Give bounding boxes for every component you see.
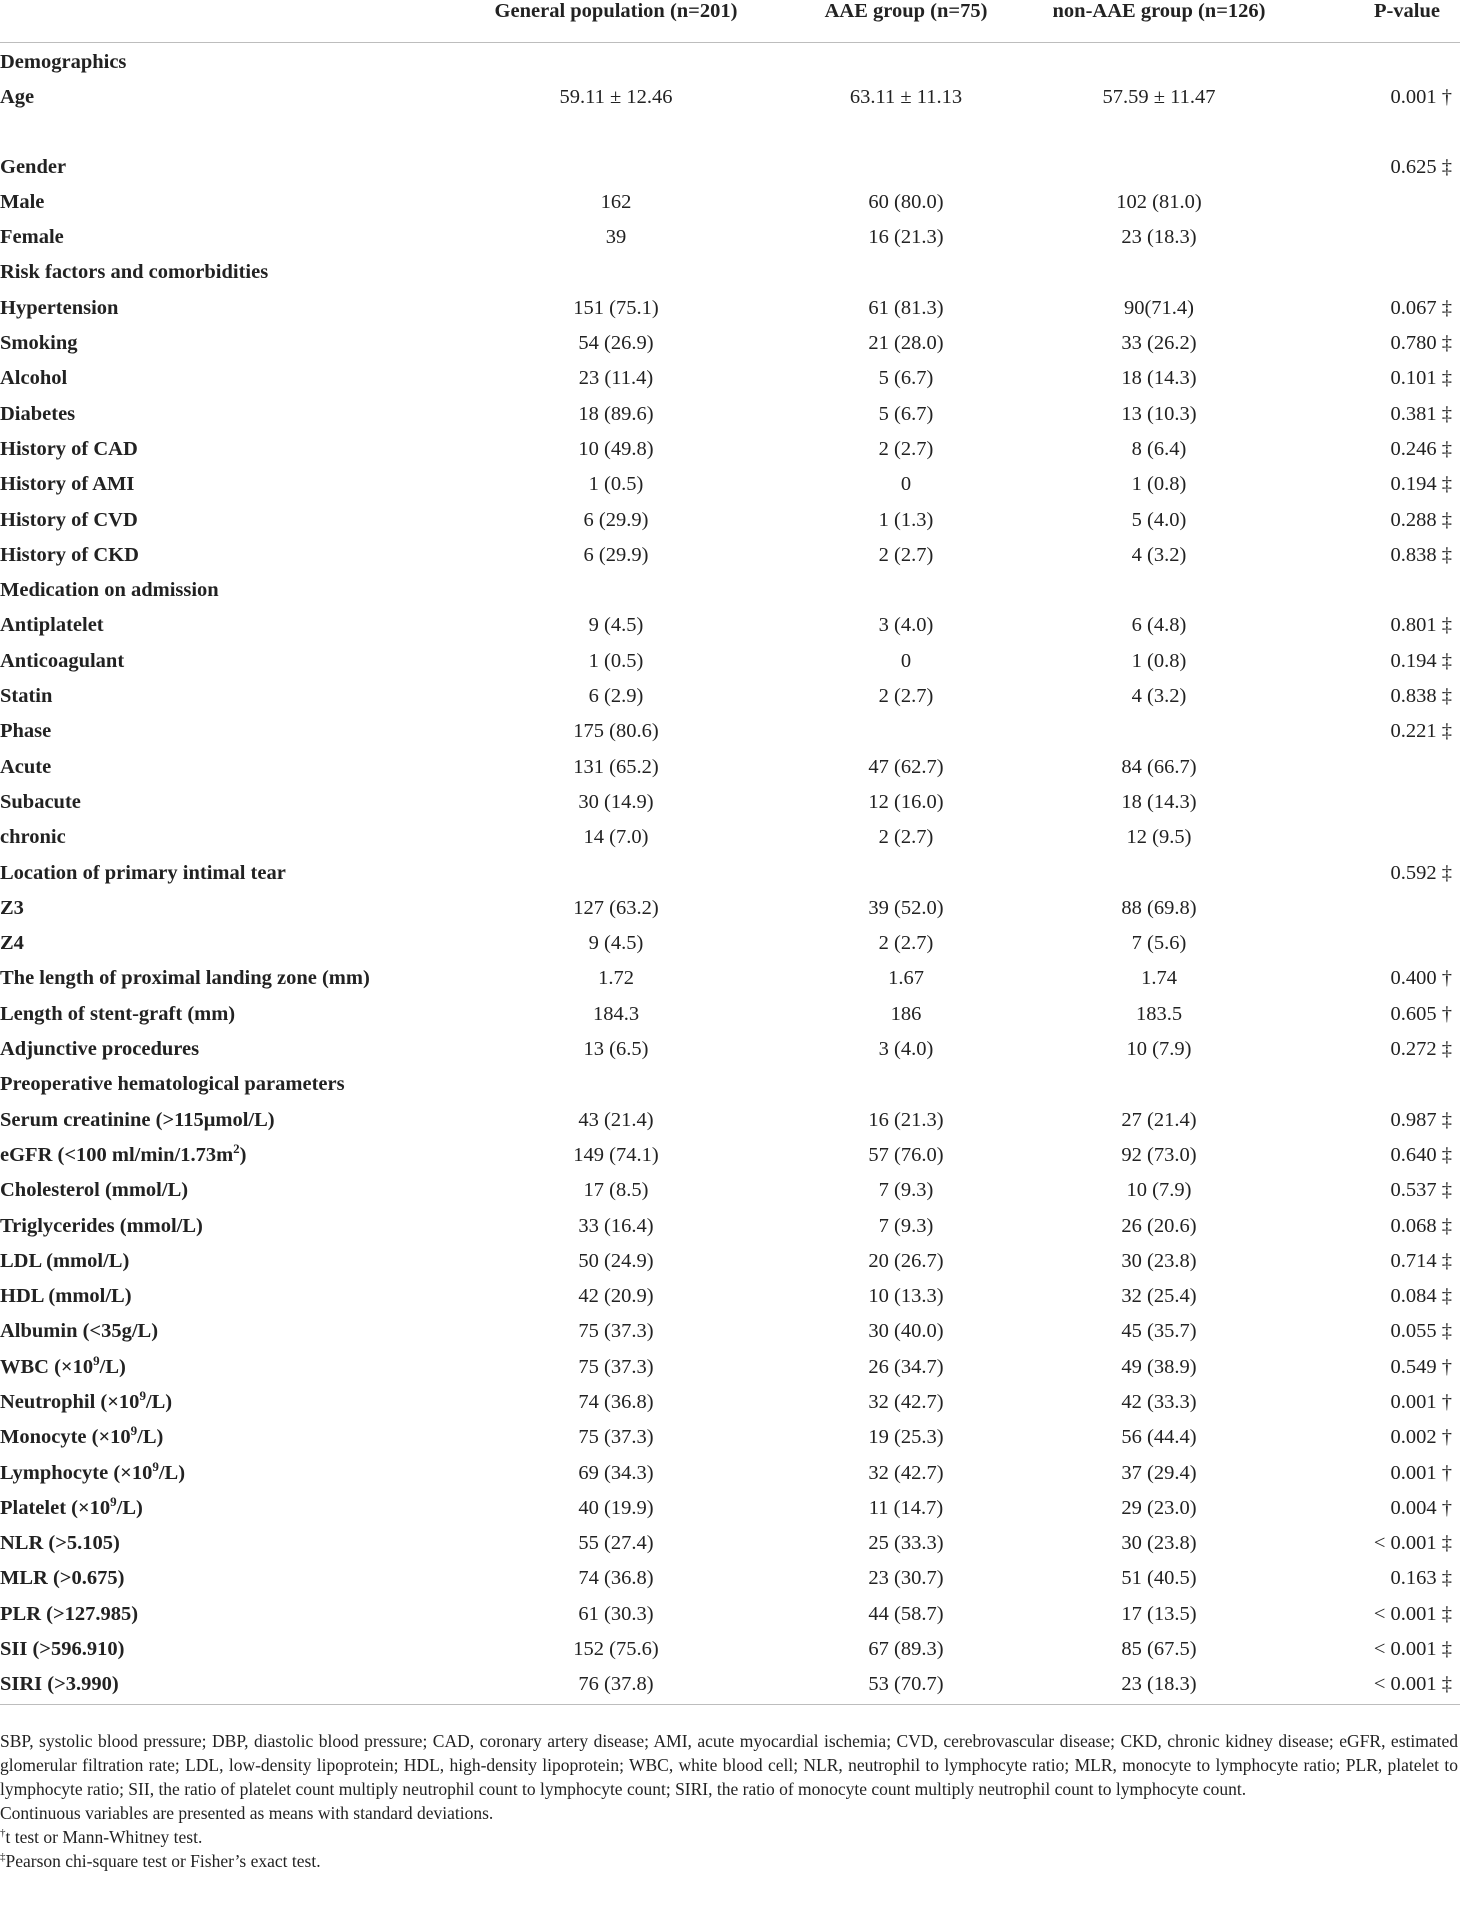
general-population-value: 184.3 xyxy=(592,1002,640,1025)
non-aae-group-value: 7 (5.6) xyxy=(1131,932,1187,955)
general-population-value: 151 (75.1) xyxy=(573,296,659,319)
aae-group-value: 32 (42.7) xyxy=(868,1390,944,1413)
general-population-value: 75 (37.3) xyxy=(578,1426,654,1449)
general-population-value: 69 (34.3) xyxy=(578,1461,654,1484)
non-aae-group-value xyxy=(1025,43,1293,81)
general-population-value: 10 (49.8) xyxy=(578,437,654,460)
row-label: Serum creatinine (>115μmol/L) xyxy=(0,1108,275,1131)
aae-group-value: 44 (58.7) xyxy=(868,1602,944,1625)
non-aae-group-value xyxy=(1025,856,1293,891)
p-value: 0.001 † xyxy=(1390,86,1452,109)
table-row xyxy=(0,891,1460,926)
aae-group-value: 3 (4.0) xyxy=(878,614,934,637)
aae-group-value: 5 (6.7) xyxy=(878,367,934,390)
non-aae-group-value: 33 (26.2) xyxy=(1121,332,1197,355)
aae-group-value: 32 (42.7) xyxy=(868,1461,944,1484)
row-label: History of CKD xyxy=(0,543,139,566)
row-label: Male xyxy=(0,190,45,213)
table-row xyxy=(0,573,1460,608)
table-row xyxy=(0,1526,1460,1561)
aae-group-value: 12 (16.0) xyxy=(868,790,944,813)
general-population-value: 23 (11.4) xyxy=(578,367,654,390)
general-population-value: 152 (75.6) xyxy=(573,1638,659,1661)
non-aae-group-value: 42 (33.3) xyxy=(1121,1390,1197,1413)
row-label: Demographics xyxy=(0,51,127,73)
aae-group-value: 0 xyxy=(900,473,912,496)
p-value: 0.055 ‡ xyxy=(1390,1320,1452,1343)
table-header xyxy=(0,0,1460,43)
aae-group-value: 60 (80.0) xyxy=(868,190,944,213)
table-row xyxy=(0,1632,1460,1667)
non-aae-group-value: 6 (4.8) xyxy=(1131,614,1187,637)
table-row xyxy=(0,80,1460,115)
p-value: 0.001 † xyxy=(1390,1461,1452,1484)
table-row xyxy=(0,785,1460,820)
non-aae-group-value: 8 (6.4) xyxy=(1131,437,1187,460)
non-aae-group-value: 18 (14.3) xyxy=(1121,367,1197,390)
p-value xyxy=(1293,220,1460,255)
row-label: Location of primary intimal tear xyxy=(0,861,286,884)
row-label: Age xyxy=(0,86,35,109)
table-row xyxy=(0,361,1460,396)
table-row xyxy=(0,1173,1460,1208)
aae-group-value xyxy=(787,116,1025,150)
row-label: History of AMI xyxy=(0,473,135,496)
general-population-value: 14 (7.0) xyxy=(583,826,649,849)
general-population-value: 127 (63.2) xyxy=(573,896,659,919)
general-population-value: 59.11 ± 12.46 xyxy=(559,86,673,109)
non-aae-group-value: 4 (3.2) xyxy=(1131,685,1187,708)
row-label: LDL (mmol/L) xyxy=(0,1249,130,1272)
row-label: Z4 xyxy=(0,932,24,955)
p-value xyxy=(1293,573,1460,608)
table-row xyxy=(0,608,1460,643)
general-population-value: 33 (16.4) xyxy=(578,1214,654,1237)
non-aae-group-value xyxy=(1025,1067,1293,1102)
dagger-note-text: t test or Mann-Whitney test. xyxy=(5,1827,203,1847)
non-aae-group-value: 26 (20.6) xyxy=(1121,1214,1197,1237)
table-row xyxy=(0,255,1460,290)
row-label: Z3 xyxy=(0,896,24,919)
table-row xyxy=(0,432,1460,467)
non-aae-group-value: 92 (73.0) xyxy=(1121,1143,1197,1166)
general-population-value xyxy=(445,1067,787,1102)
dagger-mark: † xyxy=(0,1827,6,1840)
row-label: Length of stent-graft (mm) xyxy=(0,1002,236,1025)
row-label: Antiplatelet xyxy=(0,614,104,637)
p-value: < 0.001 ‡ xyxy=(1373,1532,1452,1555)
row-label: Statin xyxy=(0,685,53,708)
general-population-value: 40 (19.9) xyxy=(578,1496,654,1519)
p-value: 0.640 ‡ xyxy=(1390,1143,1452,1166)
p-value: < 0.001 ‡ xyxy=(1373,1638,1452,1661)
non-aae-group-value: 56 (44.4) xyxy=(1121,1426,1197,1449)
p-value: 0.605 † xyxy=(1390,1002,1452,1025)
table-row xyxy=(0,1244,1460,1279)
table-row xyxy=(0,750,1460,785)
aae-group-value: 5 (6.7) xyxy=(878,402,934,425)
non-aae-group-value: 1 (0.8) xyxy=(1131,649,1187,672)
non-aae-group-value: 12 (9.5) xyxy=(1126,826,1192,849)
aae-group-value: 2 (2.7) xyxy=(878,932,934,955)
row-label: eGFR (<100 $ml/\min/1.73m^2$) xyxy=(0,1141,247,1166)
table-row xyxy=(0,220,1460,255)
row-label: Albumin (<35g/L) xyxy=(0,1320,159,1343)
p-value: 0.549 † xyxy=(1390,1355,1452,1378)
p-value: 0.067 ‡ xyxy=(1390,296,1452,319)
non-aae-group-value: 85 (67.5) xyxy=(1121,1638,1197,1661)
p-value: 0.381 ‡ xyxy=(1390,402,1452,425)
p-value: < 0.001 ‡ xyxy=(1293,1667,1460,1705)
p-value: 0.801 ‡ xyxy=(1390,614,1452,637)
aae-group-value: 61 (81.3) xyxy=(868,296,944,319)
general-population-value: 149 (74.1) xyxy=(573,1143,659,1166)
table-row xyxy=(0,467,1460,502)
general-population-value: 76 (37.8) xyxy=(445,1667,787,1705)
row-label: SII (>596.910) xyxy=(0,1638,125,1661)
general-population-value: 6 (29.9) xyxy=(583,543,649,566)
general-population-value: 42 (20.9) xyxy=(578,1285,654,1308)
p-value: 0.004 † xyxy=(1390,1496,1452,1519)
aae-group-value xyxy=(787,150,1025,185)
aae-group-value: 2 (2.7) xyxy=(878,826,934,849)
aae-group-value: 19 (25.3) xyxy=(868,1426,944,1449)
general-population-value: 30 (14.9) xyxy=(578,790,654,813)
aae-group-value xyxy=(787,43,1025,81)
p-value: 0.221 ‡ xyxy=(1390,720,1452,743)
table-row xyxy=(0,397,1460,432)
aae-group-value: 63.11 ± 11.13 xyxy=(849,86,963,109)
table-row xyxy=(0,1138,1460,1173)
row-label: Lymphocyte $(\times 10^9/L)$ xyxy=(0,1458,186,1484)
p-value: 0.194 ‡ xyxy=(1390,473,1452,496)
table-row xyxy=(0,185,1460,220)
row-label: WBC $(\times 10^9/L)$ xyxy=(0,1352,126,1378)
row-label: chronic xyxy=(0,826,66,849)
aae-group-value: 11 (14.7) xyxy=(868,1496,944,1519)
row-label: Acute xyxy=(0,755,52,778)
general-population-value: 18 (89.6) xyxy=(578,402,654,425)
general-population-value xyxy=(445,150,787,185)
header-non-aae-group: non-AAE group (n=126) xyxy=(1025,0,1293,43)
non-aae-group-value: 102 (81.0) xyxy=(1116,190,1202,213)
non-aae-group-value: 45 (35.7) xyxy=(1121,1320,1197,1343)
row-label: MLR (>0.675) xyxy=(0,1567,125,1590)
non-aae-group-value: 10 (7.9) xyxy=(1126,1038,1192,1061)
aae-group-value: 7 (9.3) xyxy=(878,1179,934,1202)
table-row xyxy=(0,1314,1460,1349)
table-row xyxy=(0,997,1460,1032)
table-row xyxy=(0,1209,1460,1244)
p-value xyxy=(1293,1067,1460,1102)
p-value: 0.592 ‡ xyxy=(1390,861,1452,884)
p-value: 0.002 † xyxy=(1390,1426,1452,1449)
continuous-variables-note: Continuous variables are presented as means with standard deviations. xyxy=(0,1803,494,1823)
p-value: 0.780 ‡ xyxy=(1390,332,1452,355)
aae-group-value: 2 (2.7) xyxy=(878,543,934,566)
general-population-value: 131 (65.2) xyxy=(573,755,659,778)
p-value: 0.272 ‡ xyxy=(1390,1038,1452,1061)
row-label: HDL (mmol/L) xyxy=(0,1285,132,1308)
aae-group-value: 23 (30.7) xyxy=(868,1567,944,1590)
row-label: SIRI (>3.990) xyxy=(0,1667,445,1705)
general-population-value: 55 (27.4) xyxy=(578,1532,654,1555)
p-value: 0.400 † xyxy=(1390,967,1452,990)
row-label: NLR (>5.105) xyxy=(0,1532,120,1555)
aae-group-value xyxy=(787,714,1025,749)
row-label: Smoking xyxy=(0,332,78,355)
p-value xyxy=(1293,43,1460,81)
non-aae-group-value: 51 (40.5) xyxy=(1121,1567,1197,1590)
table-row xyxy=(0,1032,1460,1067)
aae-group-value: 3 (4.0) xyxy=(878,1038,934,1061)
aae-group-value: 10 (13.3) xyxy=(868,1285,944,1308)
general-population-value: 6 (2.9) xyxy=(588,685,644,708)
p-value xyxy=(1293,116,1460,150)
table-row xyxy=(0,644,1460,679)
table-row xyxy=(0,43,1460,81)
general-population-value: 162 xyxy=(600,190,632,213)
general-population-value: 74 (36.8) xyxy=(578,1390,654,1413)
p-value: 0.987 ‡ xyxy=(1390,1108,1452,1131)
p-value xyxy=(1293,185,1460,220)
general-population-value xyxy=(445,116,787,150)
non-aae-group-value: 57.59 ± 11.47 xyxy=(1102,86,1216,109)
double-dagger-note xyxy=(0,1849,1458,1873)
non-aae-group-value: 23 (18.3) xyxy=(1025,1667,1293,1705)
non-aae-group-value: 32 (25.4) xyxy=(1121,1285,1197,1308)
non-aae-group-value: 17 (13.5) xyxy=(1121,1602,1197,1625)
non-aae-group-value: 88 (69.8) xyxy=(1121,896,1197,919)
aae-group-value: 7 (9.3) xyxy=(878,1214,934,1237)
row-label: Cholesterol (mmol/L) xyxy=(0,1179,189,1202)
non-aae-group-value xyxy=(1025,714,1293,749)
general-population-value xyxy=(445,856,787,891)
non-aae-group-value: 49 (38.9) xyxy=(1121,1355,1197,1378)
p-value: 0.838 ‡ xyxy=(1390,543,1452,566)
aae-group-value: 26 (34.7) xyxy=(868,1355,944,1378)
table-row xyxy=(0,1067,1460,1102)
table-row xyxy=(0,1597,1460,1632)
p-value: 0.194 ‡ xyxy=(1390,649,1452,672)
p-value: 0.001 † xyxy=(1390,1390,1452,1413)
general-population-value: 1.72 xyxy=(598,967,634,990)
table-row xyxy=(0,1491,1460,1526)
aae-group-value: 53 (70.7) xyxy=(787,1667,1025,1705)
general-population-value xyxy=(445,573,787,608)
non-aae-group-value: 10 (7.9) xyxy=(1126,1179,1192,1202)
row-label: Medication on admission xyxy=(0,579,219,602)
table-row xyxy=(0,1385,1460,1420)
general-population-value: 75 (37.3) xyxy=(578,1355,654,1378)
p-value: 0.838 ‡ xyxy=(1390,685,1452,708)
row-label: Preoperative hematological parameters xyxy=(0,1073,345,1096)
aae-group-value xyxy=(787,573,1025,608)
table-row xyxy=(0,1561,1460,1596)
non-aae-group-value: 5 (4.0) xyxy=(1131,508,1187,531)
p-value: 0.084 ‡ xyxy=(1390,1285,1452,1308)
general-population-value: 43 (21.4) xyxy=(578,1108,654,1131)
p-value xyxy=(1293,255,1460,290)
non-aae-group-value: 29 (23.0) xyxy=(1121,1496,1197,1519)
general-population-value: 75 (37.3) xyxy=(578,1320,654,1343)
aae-group-value: 186 xyxy=(890,1002,922,1025)
non-aae-group-value xyxy=(1025,116,1293,150)
p-value: 0.246 ‡ xyxy=(1390,437,1452,460)
row-label: Phase xyxy=(0,720,52,743)
aae-group-value: 2 (2.7) xyxy=(878,437,934,460)
general-population-value: 9 (4.5) xyxy=(588,932,644,955)
general-population-value: 54 (26.9) xyxy=(578,332,654,355)
table-row xyxy=(0,1350,1460,1385)
aae-group-value: 0 xyxy=(900,649,912,672)
p-value: < 0.001 ‡ xyxy=(1373,1602,1452,1625)
row-label: Adjunctive procedures xyxy=(0,1038,200,1061)
table-row xyxy=(0,714,1460,749)
general-population-value: 1 (0.5) xyxy=(588,473,644,496)
general-population-value: 9 (4.5) xyxy=(588,614,644,637)
aae-group-value: 20 (26.7) xyxy=(868,1249,944,1272)
p-value: 0.714 ‡ xyxy=(1390,1249,1452,1272)
general-population-value: 50 (24.9) xyxy=(578,1249,654,1272)
header-row xyxy=(0,0,1460,43)
table-row xyxy=(0,1279,1460,1314)
row-label: Monocyte $(\times 10^9/L)$ xyxy=(0,1423,164,1449)
non-aae-group-value: 13 (10.3) xyxy=(1121,402,1197,425)
header-variable xyxy=(0,0,445,43)
dagger-note xyxy=(0,1825,1458,1849)
table-row xyxy=(0,1420,1460,1455)
general-population-value: 74 (36.8) xyxy=(578,1567,654,1590)
non-aae-group-value: 27 (21.4) xyxy=(1121,1108,1197,1131)
aae-group-value xyxy=(787,856,1025,891)
p-value: 0.163 ‡ xyxy=(1390,1567,1452,1590)
table-row xyxy=(0,1456,1460,1491)
general-population-value xyxy=(445,255,787,290)
p-value: 0.068 ‡ xyxy=(1390,1214,1452,1237)
header-aae-group: AAE group (n=75) xyxy=(787,0,1025,43)
table-row xyxy=(0,961,1460,996)
non-aae-group-value: 30 (23.8) xyxy=(1121,1249,1197,1272)
aae-group-value: 67 (89.3) xyxy=(868,1638,944,1661)
general-population-value: 39 xyxy=(605,226,627,249)
double-dagger-mark: ‡ xyxy=(0,1851,6,1864)
row-label xyxy=(0,116,445,150)
non-aae-group-value: 90(71.4) xyxy=(1123,296,1195,319)
general-population-value: 17 (8.5) xyxy=(583,1179,649,1202)
table-row xyxy=(0,503,1460,538)
table-row xyxy=(0,291,1460,326)
row-label: The length of proximal landing zone (mm) xyxy=(0,967,370,990)
non-aae-group-value: 23 (18.3) xyxy=(1121,226,1197,249)
row-label: Neutrophil $(\times 10^9/L)$ xyxy=(0,1388,173,1413)
general-population-value: 61 (30.3) xyxy=(578,1602,654,1625)
aae-group-value xyxy=(787,255,1025,290)
row-label: Triglycerides (mmol/L) xyxy=(0,1214,203,1237)
row-label: Diabetes xyxy=(0,402,76,425)
p-value: 0.101 ‡ xyxy=(1390,367,1452,390)
aae-group-value: 1.67 xyxy=(888,967,924,990)
aae-group-value: 1 (1.3) xyxy=(878,508,934,531)
non-aae-group-value: 18 (14.3) xyxy=(1121,790,1197,813)
aae-group-value: 2 (2.7) xyxy=(878,685,934,708)
p-value xyxy=(1293,891,1460,926)
row-label: Subacute xyxy=(0,790,81,813)
non-aae-group-value: 183.5 xyxy=(1135,1002,1183,1025)
row-label: Risk factors and comorbidities xyxy=(0,261,269,284)
p-value xyxy=(1293,926,1460,961)
general-population-value: 1 (0.5) xyxy=(588,649,644,672)
non-aae-group-value xyxy=(1025,573,1293,608)
row-label: Platelet $(\times 10^9/L)$ xyxy=(0,1494,143,1519)
header-general-population: General population (n=201) xyxy=(445,0,787,43)
aae-group-value: 16 (21.3) xyxy=(868,1108,944,1131)
row-label: History of CAD xyxy=(0,437,138,460)
row-label: Hypertension xyxy=(0,296,119,319)
non-aae-group-value: 1.74 xyxy=(1141,967,1177,990)
abbreviations-note: SBP, systolic blood pressure; DBP, diastolic blood pressure; CAD, coronary artery disease; AMI, acute myocardial ischemia; CVD, cerebrovascular disease; CKD, chronic kidney disease; eGFR, estimated glomerular filtration rate; LDL, low-density lipoprotein; HDL, high-density lipoprotein; WBC, white blood cell; NLR, neutrophil to lymphocyte ratio; MLR, monocyte to lymphocyte ratio; PLR, platelet to lymphocyte ratio; SII, the ratio of platelet count multiply neutrophil count to lymphocyte count; SIRI, the ratio of monocyte count multiply neutrophil count to lymphocyte count. xyxy=(0,1731,1458,1799)
aae-group-value: 57 (76.0) xyxy=(868,1143,944,1166)
non-aae-group-value: 4 (3.2) xyxy=(1131,543,1187,566)
table-row xyxy=(0,538,1460,573)
header-p-value: P-value xyxy=(1293,0,1460,43)
table-row xyxy=(0,856,1460,891)
p-value xyxy=(1293,750,1460,785)
aae-group-value: 47 (62.7) xyxy=(868,755,944,778)
aae-group-value: 39 (52.0) xyxy=(868,896,944,919)
table-row xyxy=(0,926,1460,961)
row-label: PLR (>127.985) xyxy=(0,1602,139,1625)
non-aae-group-value: 84 (66.7) xyxy=(1121,755,1197,778)
aae-group-value: 21 (28.0) xyxy=(868,332,944,355)
row-label: Anticoagulant xyxy=(0,649,125,672)
p-value: 0.537 ‡ xyxy=(1390,1179,1452,1202)
general-population-value: 175 (80.6) xyxy=(573,720,659,743)
aae-group-value: 16 (21.3) xyxy=(868,226,944,249)
non-aae-group-value xyxy=(1025,150,1293,185)
table-footnotes xyxy=(0,1729,1458,1873)
aae-group-value: 25 (33.3) xyxy=(868,1532,944,1555)
non-aae-group-value xyxy=(1025,255,1293,290)
non-aae-group-value: 1 (0.8) xyxy=(1131,473,1187,496)
table-row xyxy=(0,326,1460,361)
non-aae-group-value: 37 (29.4) xyxy=(1121,1461,1197,1484)
table-row xyxy=(0,150,1460,185)
double-dagger-note-text: Pearson chi-square test or Fisher’s exact test. xyxy=(5,1851,321,1871)
row-label: Female xyxy=(0,226,64,249)
table-row xyxy=(0,679,1460,714)
row-label: Alcohol xyxy=(0,367,68,390)
non-aae-group-value: 30 (23.8) xyxy=(1121,1532,1197,1555)
row-label: History of CVD xyxy=(0,508,138,531)
table-body xyxy=(0,43,1460,1705)
aae-group-value: 30 (40.0) xyxy=(868,1320,944,1343)
aae-group-value xyxy=(787,1067,1025,1102)
row-label: Gender xyxy=(0,155,67,178)
p-value: 0.625 ‡ xyxy=(1390,155,1452,178)
p-value: 0.288 ‡ xyxy=(1390,508,1452,531)
general-population-value: 13 (6.5) xyxy=(583,1038,649,1061)
table-row xyxy=(0,116,1460,150)
table-row xyxy=(0,820,1460,855)
table-row xyxy=(0,1103,1460,1138)
p-value xyxy=(1293,820,1460,855)
general-population-value xyxy=(445,43,787,81)
p-value xyxy=(1293,785,1460,820)
table-row xyxy=(0,1667,1460,1705)
general-population-value: 6 (29.9) xyxy=(583,508,649,531)
